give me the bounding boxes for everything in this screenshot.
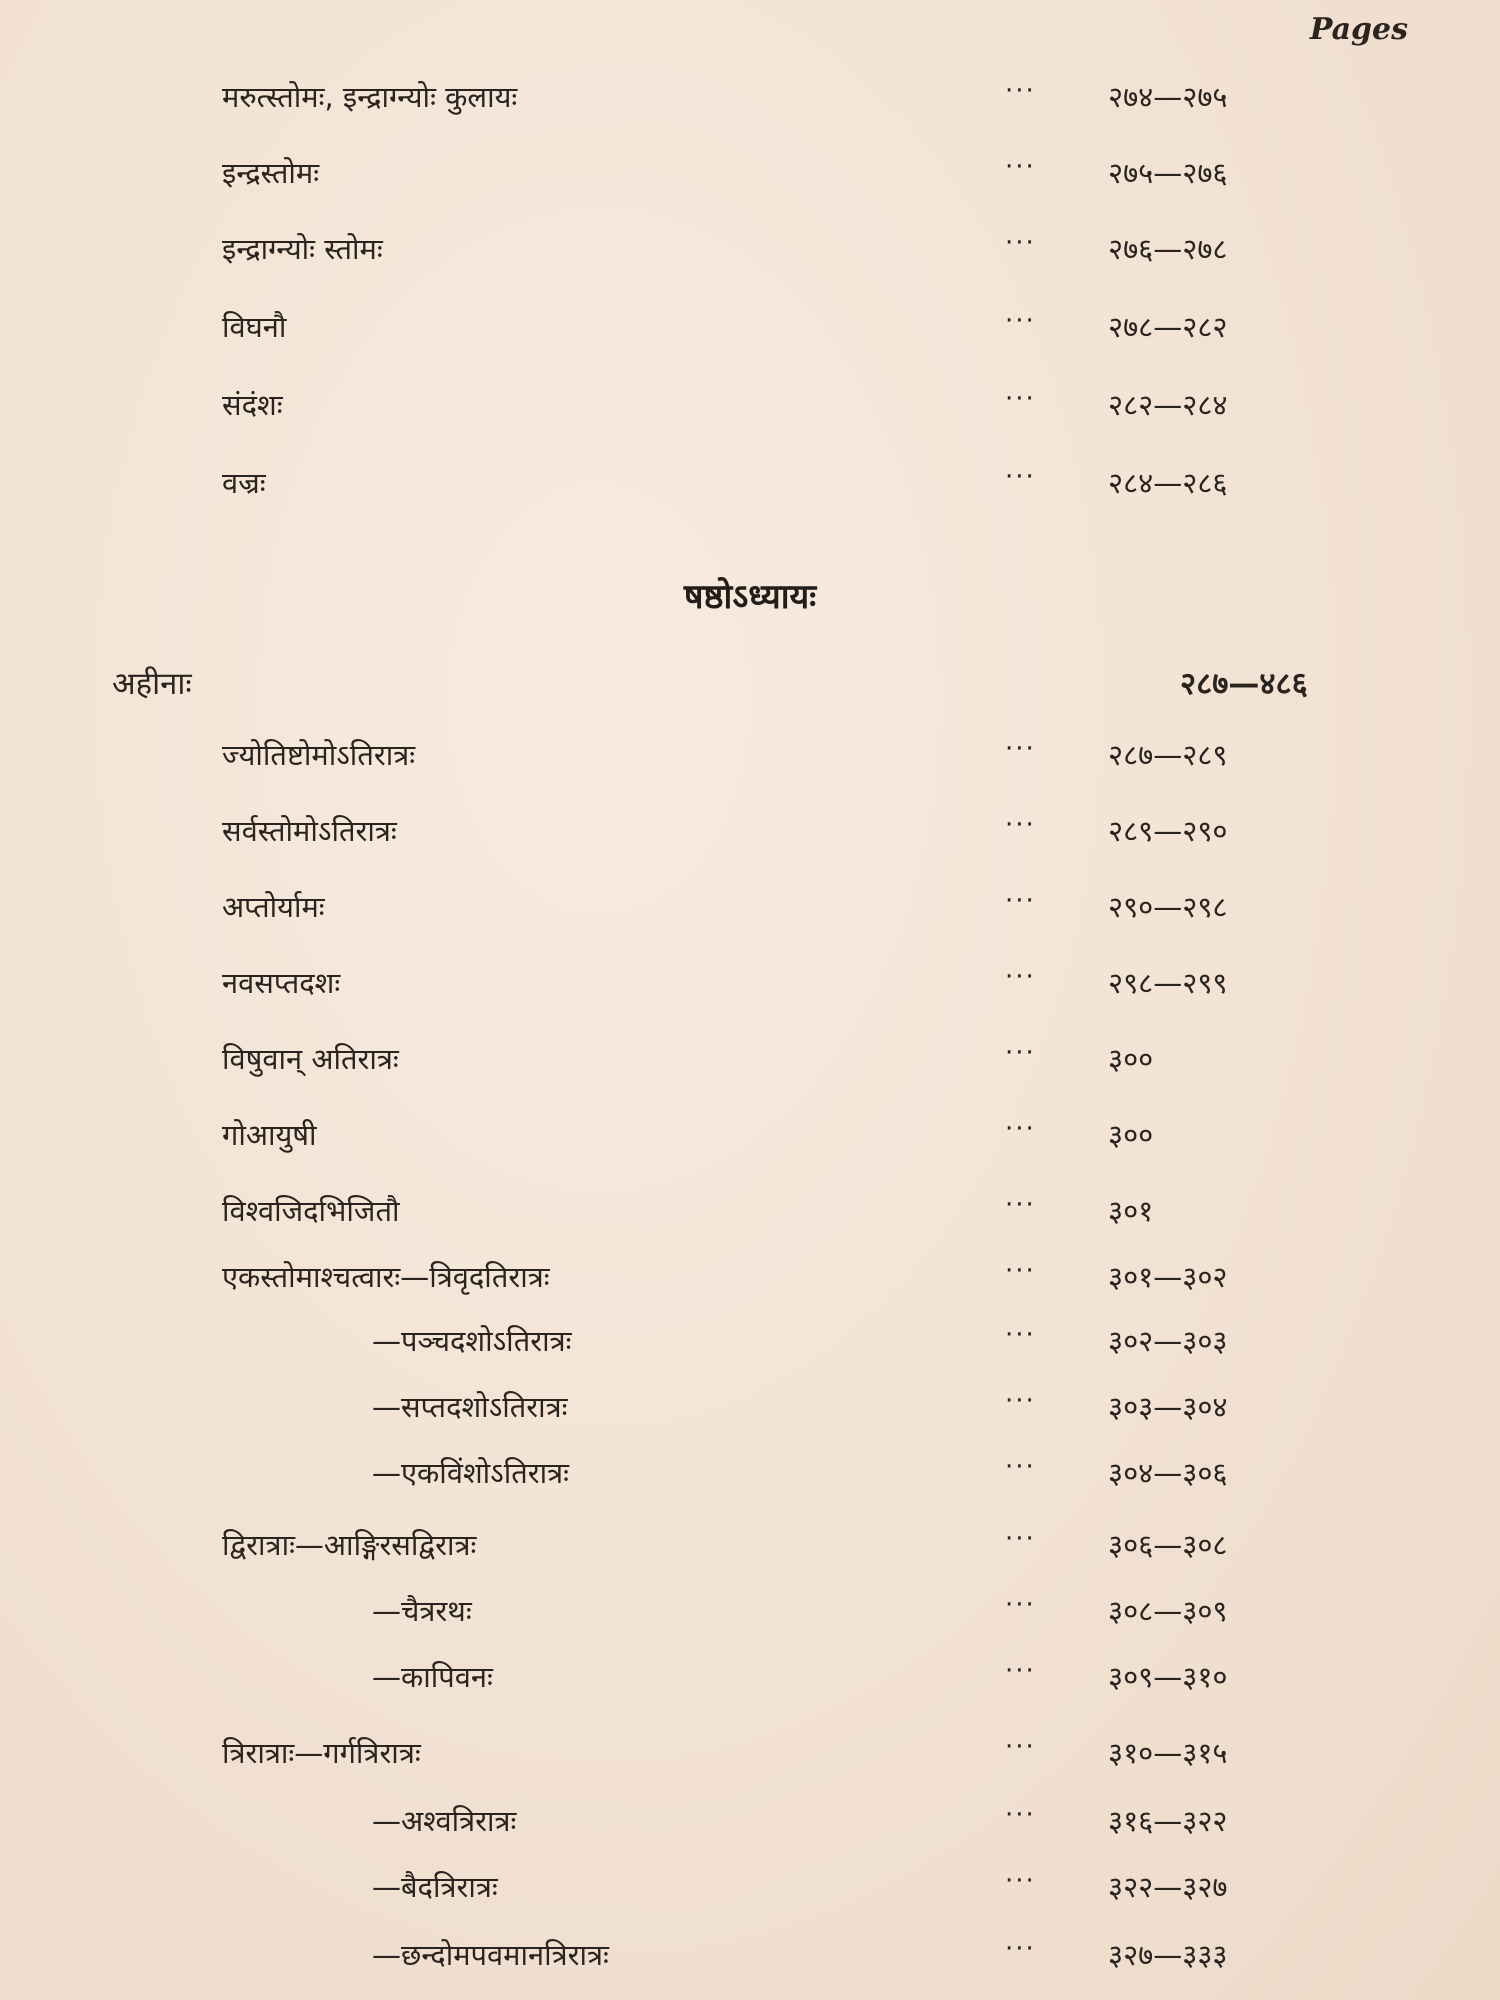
- leader-dots: ···: [1005, 384, 1036, 414]
- pages-column-header: Pages: [1309, 12, 1408, 47]
- entry-pages: ३०१: [1108, 1194, 1154, 1228]
- leader-dots: ···: [1005, 1732, 1036, 1762]
- entry-title: —अश्वत्रिरात्रः: [372, 1804, 517, 1838]
- entry-title: विश्वजिदभिजितौ: [222, 1194, 400, 1228]
- entry-title: एकस्तोमाश्चत्वारः—त्रिवृदतिरात्रः: [222, 1260, 550, 1294]
- entry-title: इन्द्राग्न्योः स्तोमः: [222, 232, 383, 266]
- leader-dots: ···: [1005, 1256, 1036, 1286]
- leader-dots: ···: [1005, 1114, 1036, 1144]
- leader-dots: ···: [1005, 1800, 1036, 1830]
- entry-pages: ३०८—३०९: [1108, 1594, 1228, 1628]
- entry-pages: ३१६—३२२: [1108, 1804, 1228, 1838]
- entry-title: नवसप्तदशः: [222, 966, 341, 1000]
- toc-entry: [0, 1862, 1500, 1912]
- entry-pages: ३००: [1108, 1042, 1154, 1076]
- toc-entry: [0, 458, 1500, 508]
- leader-dots: ···: [1005, 228, 1036, 258]
- entry-title: वज्रः: [222, 466, 266, 500]
- leader-dots: ···: [1005, 306, 1036, 336]
- major-entry-title: अहीनाः: [112, 666, 192, 702]
- toc-major-entry: [0, 656, 1500, 712]
- leader-dots: ···: [1005, 734, 1036, 764]
- entry-title: सर्वस्तोमोऽतिरात्रः: [222, 814, 397, 848]
- toc-entry: [0, 1448, 1500, 1498]
- entry-pages: ३१०—३१५: [1108, 1736, 1228, 1770]
- entry-title: —एकविंशोऽतिरात्रः: [372, 1456, 569, 1490]
- entry-pages: ३०३—३०४: [1108, 1390, 1228, 1424]
- entry-pages: २७४—२७५: [1108, 80, 1228, 114]
- entry-pages: ३०२—३०३: [1108, 1324, 1228, 1358]
- toc-entry: [0, 730, 1500, 780]
- entry-title: अप्तोर्यामः: [222, 890, 325, 924]
- leader-dots: ···: [1005, 962, 1036, 992]
- toc-entry: [0, 302, 1500, 352]
- leader-dots: ···: [1005, 1452, 1036, 1482]
- toc-entry: [0, 1382, 1500, 1432]
- toc-entry: [0, 1252, 1500, 1302]
- leader-dots: ···: [1005, 886, 1036, 916]
- leader-dots: ···: [1005, 1320, 1036, 1350]
- entry-pages: ३२२—३२७: [1108, 1870, 1228, 1904]
- major-entry-pages: २८७—४८६: [1180, 666, 1308, 702]
- toc-entry: [0, 224, 1500, 274]
- toc-entry: [0, 1930, 1500, 1980]
- entry-title: इन्द्रस्तोमः: [222, 156, 320, 190]
- entry-pages: ३०९—३१०: [1108, 1660, 1228, 1694]
- entry-title: —छन्दोमपवमानत्रिरात्रः: [372, 1938, 609, 1972]
- entry-title: द्विरात्राः—आङ्गिरसद्विरात्रः: [222, 1528, 477, 1562]
- entry-pages: २८७—२८९: [1108, 738, 1228, 772]
- entry-pages: २८२—२८४: [1108, 388, 1228, 422]
- entry-title: —बैदत्रिरात्रः: [372, 1870, 498, 1904]
- toc-entry: [0, 1110, 1500, 1160]
- leader-dots: ···: [1005, 1934, 1036, 1964]
- entry-title: —पञ्चदशोऽतिरात्रः: [372, 1324, 572, 1358]
- entry-pages: ३०१—३०२: [1108, 1260, 1228, 1294]
- entry-pages: ३०६—३०८: [1108, 1528, 1228, 1562]
- entry-pages: २७८—२८२: [1108, 310, 1228, 344]
- entry-pages: ३२७—३३३: [1108, 1938, 1228, 1972]
- leader-dots: ···: [1005, 810, 1036, 840]
- leader-dots: ···: [1005, 1038, 1036, 1068]
- leader-dots: ···: [1005, 1524, 1036, 1554]
- entry-title: विषुवान् अतिरात्रः: [222, 1042, 399, 1076]
- leader-dots: ···: [1005, 1866, 1036, 1896]
- entry-title: मरुत्स्तोमः, इन्द्राग्न्योः कुलायः: [222, 80, 518, 114]
- entry-pages: ३०४—३०६: [1108, 1456, 1228, 1490]
- leader-dots: ···: [1005, 1190, 1036, 1220]
- leader-dots: ···: [1005, 1386, 1036, 1416]
- entry-pages: २९०—२९८: [1108, 890, 1228, 924]
- leader-dots: ···: [1005, 1656, 1036, 1686]
- entry-title: गोआयुषी: [222, 1118, 317, 1152]
- toc-entry: [0, 806, 1500, 856]
- toc-entry: [0, 958, 1500, 1008]
- toc-entry: [0, 1652, 1500, 1702]
- entry-title: ज्योतिष्टोमोऽतिरात्रः: [222, 738, 416, 772]
- toc-entry: [0, 148, 1500, 198]
- entry-title: विघनौ: [222, 310, 287, 344]
- toc-entry: [0, 1316, 1500, 1366]
- toc-entry: [0, 1520, 1500, 1570]
- entry-title: त्रिरात्राः—गर्गत्रिरात्रः: [222, 1736, 421, 1770]
- toc-entry: [0, 1586, 1500, 1636]
- toc-entry: [0, 1728, 1500, 1778]
- entry-pages: २७६—२७८: [1108, 232, 1228, 266]
- entry-title: संदंशः: [222, 388, 283, 422]
- toc-entry: [0, 1186, 1500, 1236]
- entry-pages: २८४—२८६: [1108, 466, 1228, 500]
- entry-title: —चैत्ररथः: [372, 1594, 472, 1628]
- entry-title: —सप्तदशोऽतिरात्रः: [372, 1390, 568, 1424]
- chapter-heading: षष्ठोऽध्यायः: [683, 577, 817, 617]
- entry-pages: ३००: [1108, 1118, 1154, 1152]
- toc-entry: [0, 380, 1500, 430]
- leader-dots: ···: [1005, 462, 1036, 492]
- toc-entry: [0, 1796, 1500, 1846]
- entry-pages: २७५—२७६: [1108, 156, 1228, 190]
- entry-title: —कापिवनः: [372, 1660, 493, 1694]
- entry-pages: २८९—२९०: [1108, 814, 1228, 848]
- toc-entry: [0, 72, 1500, 122]
- leader-dots: ···: [1005, 152, 1036, 182]
- leader-dots: ···: [1005, 1590, 1036, 1620]
- leader-dots: ···: [1005, 76, 1036, 106]
- entry-pages: २९८—२९९: [1108, 966, 1228, 1000]
- toc-entry: [0, 882, 1500, 932]
- toc-entry: [0, 1034, 1500, 1084]
